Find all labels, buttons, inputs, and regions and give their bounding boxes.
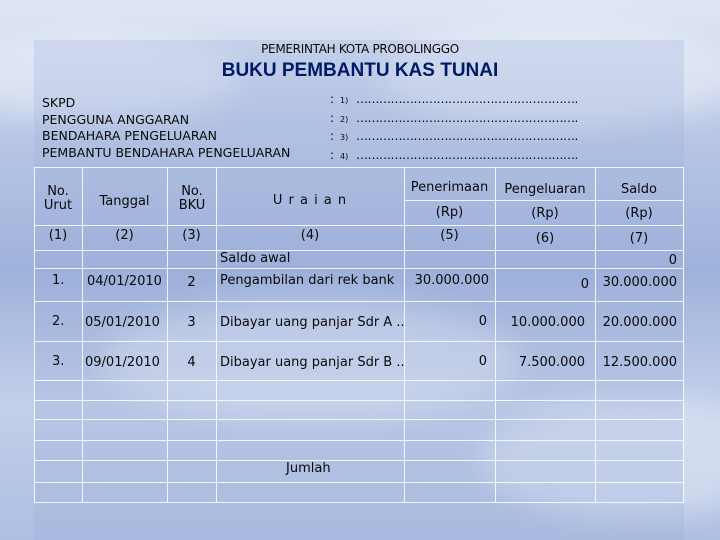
- col-header-rp: (Rp): [625, 206, 653, 221]
- col-number: (2): [115, 228, 134, 243]
- row-divider: [34, 440, 684, 441]
- row-divider: [34, 268, 684, 269]
- row-pengeluaran: 0: [580, 277, 589, 292]
- row-penerimaan: 0: [478, 314, 487, 329]
- row-divider: [34, 460, 684, 461]
- meta-field-number: 2): [340, 114, 349, 124]
- row-no: 3.: [52, 354, 65, 369]
- meta-field-value: ………………………………………………….: [356, 147, 578, 162]
- meta-label-pembantu: PEMBANTU BENDAHARA PENGELUARAN: [42, 144, 291, 160]
- column-divider: [683, 167, 684, 503]
- row-date: 05/01/2010: [85, 315, 160, 330]
- meta-field: [330, 128, 578, 147]
- row-divider: [34, 482, 684, 483]
- col-header-rp: (Rp): [435, 205, 464, 220]
- jumlah-label: Jumlah: [286, 461, 331, 476]
- col-header-no-bku: No. BKU: [178, 184, 206, 213]
- col-header-no-urut: No. Urut: [43, 184, 73, 213]
- cash-book-table: [34, 167, 684, 503]
- row-divider: [34, 400, 684, 401]
- column-divider: [34, 167, 35, 503]
- column-divider: [167, 167, 168, 503]
- col-header-rp: (Rp): [531, 206, 559, 221]
- meta-field-number: 1): [340, 96, 349, 105]
- meta-label-pengguna: PENGGUNA ANGGARAN: [42, 111, 190, 127]
- col-header-penerimaan: Penerimaan: [410, 180, 489, 195]
- meta-field: [330, 91, 578, 110]
- meta-field-value: ………………………………………………….: [356, 110, 578, 125]
- col-number: (7): [629, 231, 649, 246]
- government-heading: PEMERINTAH KOTA PROBOLINGGO: [261, 42, 459, 56]
- col-header-saldo: Saldo: [620, 182, 658, 197]
- meta-field: [330, 110, 578, 129]
- meta-field-value: ………………………………………………….: [356, 129, 578, 143]
- saldo-awal-label: Saldo awal: [220, 251, 291, 266]
- row-penerimaan: 0: [478, 354, 487, 369]
- meta-field-value: ………………………………………………….: [356, 92, 578, 106]
- row-divider: [34, 419, 684, 420]
- meta-field-number: 3): [340, 133, 349, 142]
- row-description: Dibayar uang panjar Sdr A ..: [220, 315, 405, 330]
- meta-label-bendahara: BENDAHARA PENGELUARAN: [42, 128, 217, 143]
- col-number: (1): [48, 228, 68, 243]
- row-no: 1.: [52, 273, 65, 288]
- col-number: (6): [535, 231, 555, 246]
- col-header-uraian: U r a i a n: [272, 193, 348, 208]
- row-saldo: 20.000.000: [602, 315, 677, 330]
- meta-colon: :: [330, 92, 335, 106]
- meta-labels: [42, 95, 290, 161]
- col-number: (3): [182, 228, 201, 243]
- row-divider: [34, 341, 684, 342]
- row-divider: [34, 250, 684, 251]
- row-divider: [34, 301, 684, 302]
- col-header-tanggal: Tanggal: [99, 194, 150, 209]
- row-date: 04/01/2010: [87, 274, 162, 289]
- row-divider: [34, 502, 684, 503]
- meta-colon: :: [330, 110, 335, 125]
- meta-field: [330, 147, 578, 166]
- row-bku: 4: [187, 355, 196, 370]
- meta-colon: :: [330, 129, 335, 143]
- row-pengeluaran: 10.000.000: [510, 315, 585, 330]
- row-penerimaan: 30.000.000: [414, 273, 489, 288]
- row-no: 2.: [52, 314, 65, 329]
- row-bku: 3: [187, 315, 196, 330]
- col-header-pengeluaran: Pengeluaran: [504, 182, 586, 197]
- document-title: BUKU PEMBANTU KAS TUNAI: [221, 60, 499, 81]
- col-number: (5): [440, 228, 459, 243]
- row-pengeluaran: 7.500.000: [518, 355, 585, 370]
- row-divider: [34, 167, 684, 168]
- meta-fields: [330, 91, 578, 165]
- col-number: (4): [300, 228, 320, 243]
- meta-field-number: 4): [340, 151, 349, 161]
- column-divider: [82, 167, 83, 503]
- row-divider: [404, 200, 684, 201]
- row-description: Pengambilan dari rek bank: [220, 273, 395, 288]
- saldo-awal-value: 0: [668, 253, 677, 268]
- meta-colon: :: [330, 147, 335, 162]
- row-bku: 2: [187, 275, 196, 290]
- row-divider: [34, 380, 684, 381]
- row-divider: [34, 225, 684, 226]
- row-date: 09/01/2010: [85, 355, 160, 370]
- meta-label-skpd: SKPD: [42, 95, 76, 110]
- row-saldo: 12.500.000: [602, 355, 677, 370]
- row-saldo: 30.000.000: [602, 275, 677, 290]
- column-divider: [216, 167, 217, 503]
- row-description: Dibayar uang panjar Sdr B ..: [220, 355, 405, 370]
